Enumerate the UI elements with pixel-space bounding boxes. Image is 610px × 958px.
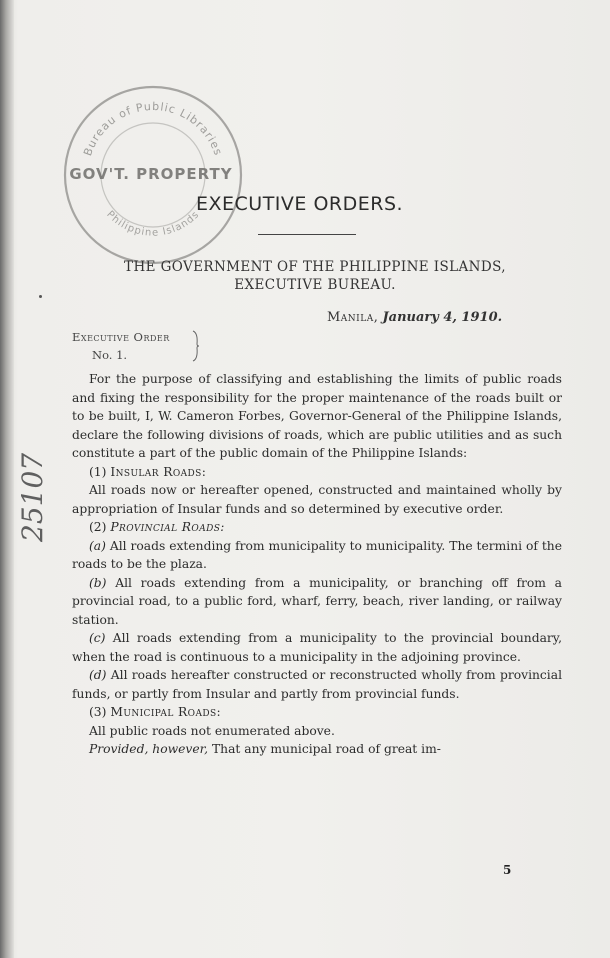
dateline-place: Manila, xyxy=(327,310,379,325)
section-number: (3) xyxy=(89,705,107,719)
dateline-date: January 4, 1910. xyxy=(382,310,503,325)
svg-text:GOV'T. PROPERTY: GOV'T. PROPERTY xyxy=(69,165,233,183)
handwritten-number xyxy=(16,390,56,550)
proviso-paragraph xyxy=(72,740,562,759)
speck xyxy=(39,295,42,298)
order-title: Executive Order xyxy=(72,330,170,344)
government-property-stamp xyxy=(58,80,248,270)
order-label xyxy=(72,328,170,364)
order-number: No. 1. xyxy=(92,348,128,362)
item-letter: (d) xyxy=(89,668,107,682)
proviso-text: That any municipal road of great im- xyxy=(211,742,441,756)
proviso-lead: Provided, however, xyxy=(89,742,209,756)
government-heading xyxy=(60,258,570,294)
svg-text:Philippine Islands: Philippine Islands xyxy=(104,209,202,239)
bureau-line: EXECUTIVE BUREAU. xyxy=(234,277,396,293)
page-title: EXECUTIVE ORDERS. xyxy=(196,193,404,215)
section-heading: Insular Roads: xyxy=(110,464,207,479)
provincial-heading xyxy=(72,518,562,537)
section-heading: Municipal Roads: xyxy=(110,705,222,719)
item-letter: (a) xyxy=(89,538,106,553)
item-letter: (b) xyxy=(89,575,107,590)
item-text: All roads hereafter constructed or reconstructed wholly from provincial funds, or partly from Insular and partly from provincial funds. xyxy=(72,668,562,701)
intro-paragraph: For the purpose of classifying and establishing the limits of public roads and fixing the responsibility for the proper maintenance of the roads built or to be built, I, W. Cameron Forbes, Governor-General of the Philippine Islands, declare the following divisions of roads, which are public utilities and as such constitute a part of the public domain of the Philippine Islands: xyxy=(72,372,562,460)
dateline xyxy=(327,310,502,325)
order-body xyxy=(72,370,562,759)
binding-edge xyxy=(0,0,14,958)
page-number: 5 xyxy=(503,863,512,877)
provincial-item-b xyxy=(72,574,562,630)
section-heading: Provincial Roads: xyxy=(110,520,225,534)
item-letter: (c) xyxy=(89,631,106,645)
brace-mark xyxy=(192,330,200,362)
svg-text:25107: 25107 xyxy=(16,452,49,542)
provincial-item-d xyxy=(72,666,562,703)
item-text: All roads extending from a municipality, or branching off from a provincial road, to a public ford, wharf, ferry, beach, river landing, or railway station. xyxy=(72,575,562,627)
section-number: (2) xyxy=(89,520,107,534)
insular-paragraph: All roads now or hereafter opened, constructed and maintained wholly by appropriation of Insular funds and so determined by executive order. xyxy=(72,483,562,516)
svg-text:Bureau of Public Libraries: Bureau of Public Libraries xyxy=(81,99,225,158)
title-rule xyxy=(258,234,356,235)
section-number: (1) xyxy=(89,464,107,479)
item-text: All roads extending from municipality to municipality. The termini of the roads to be the plaza. xyxy=(72,538,563,571)
provincial-item-c xyxy=(72,629,562,666)
municipal-heading xyxy=(72,703,562,722)
government-line: THE GOVERNMENT OF THE PHILIPPINE ISLANDS, xyxy=(124,259,506,275)
item-text: All roads extending from a municipality to the provincial boundary, when the road is continuous to a municipality in the adjoining province. xyxy=(72,631,562,664)
insular-heading xyxy=(72,463,562,482)
municipal-paragraph: All public roads not enumerated above. xyxy=(89,723,335,738)
provincial-item-a xyxy=(72,537,562,574)
